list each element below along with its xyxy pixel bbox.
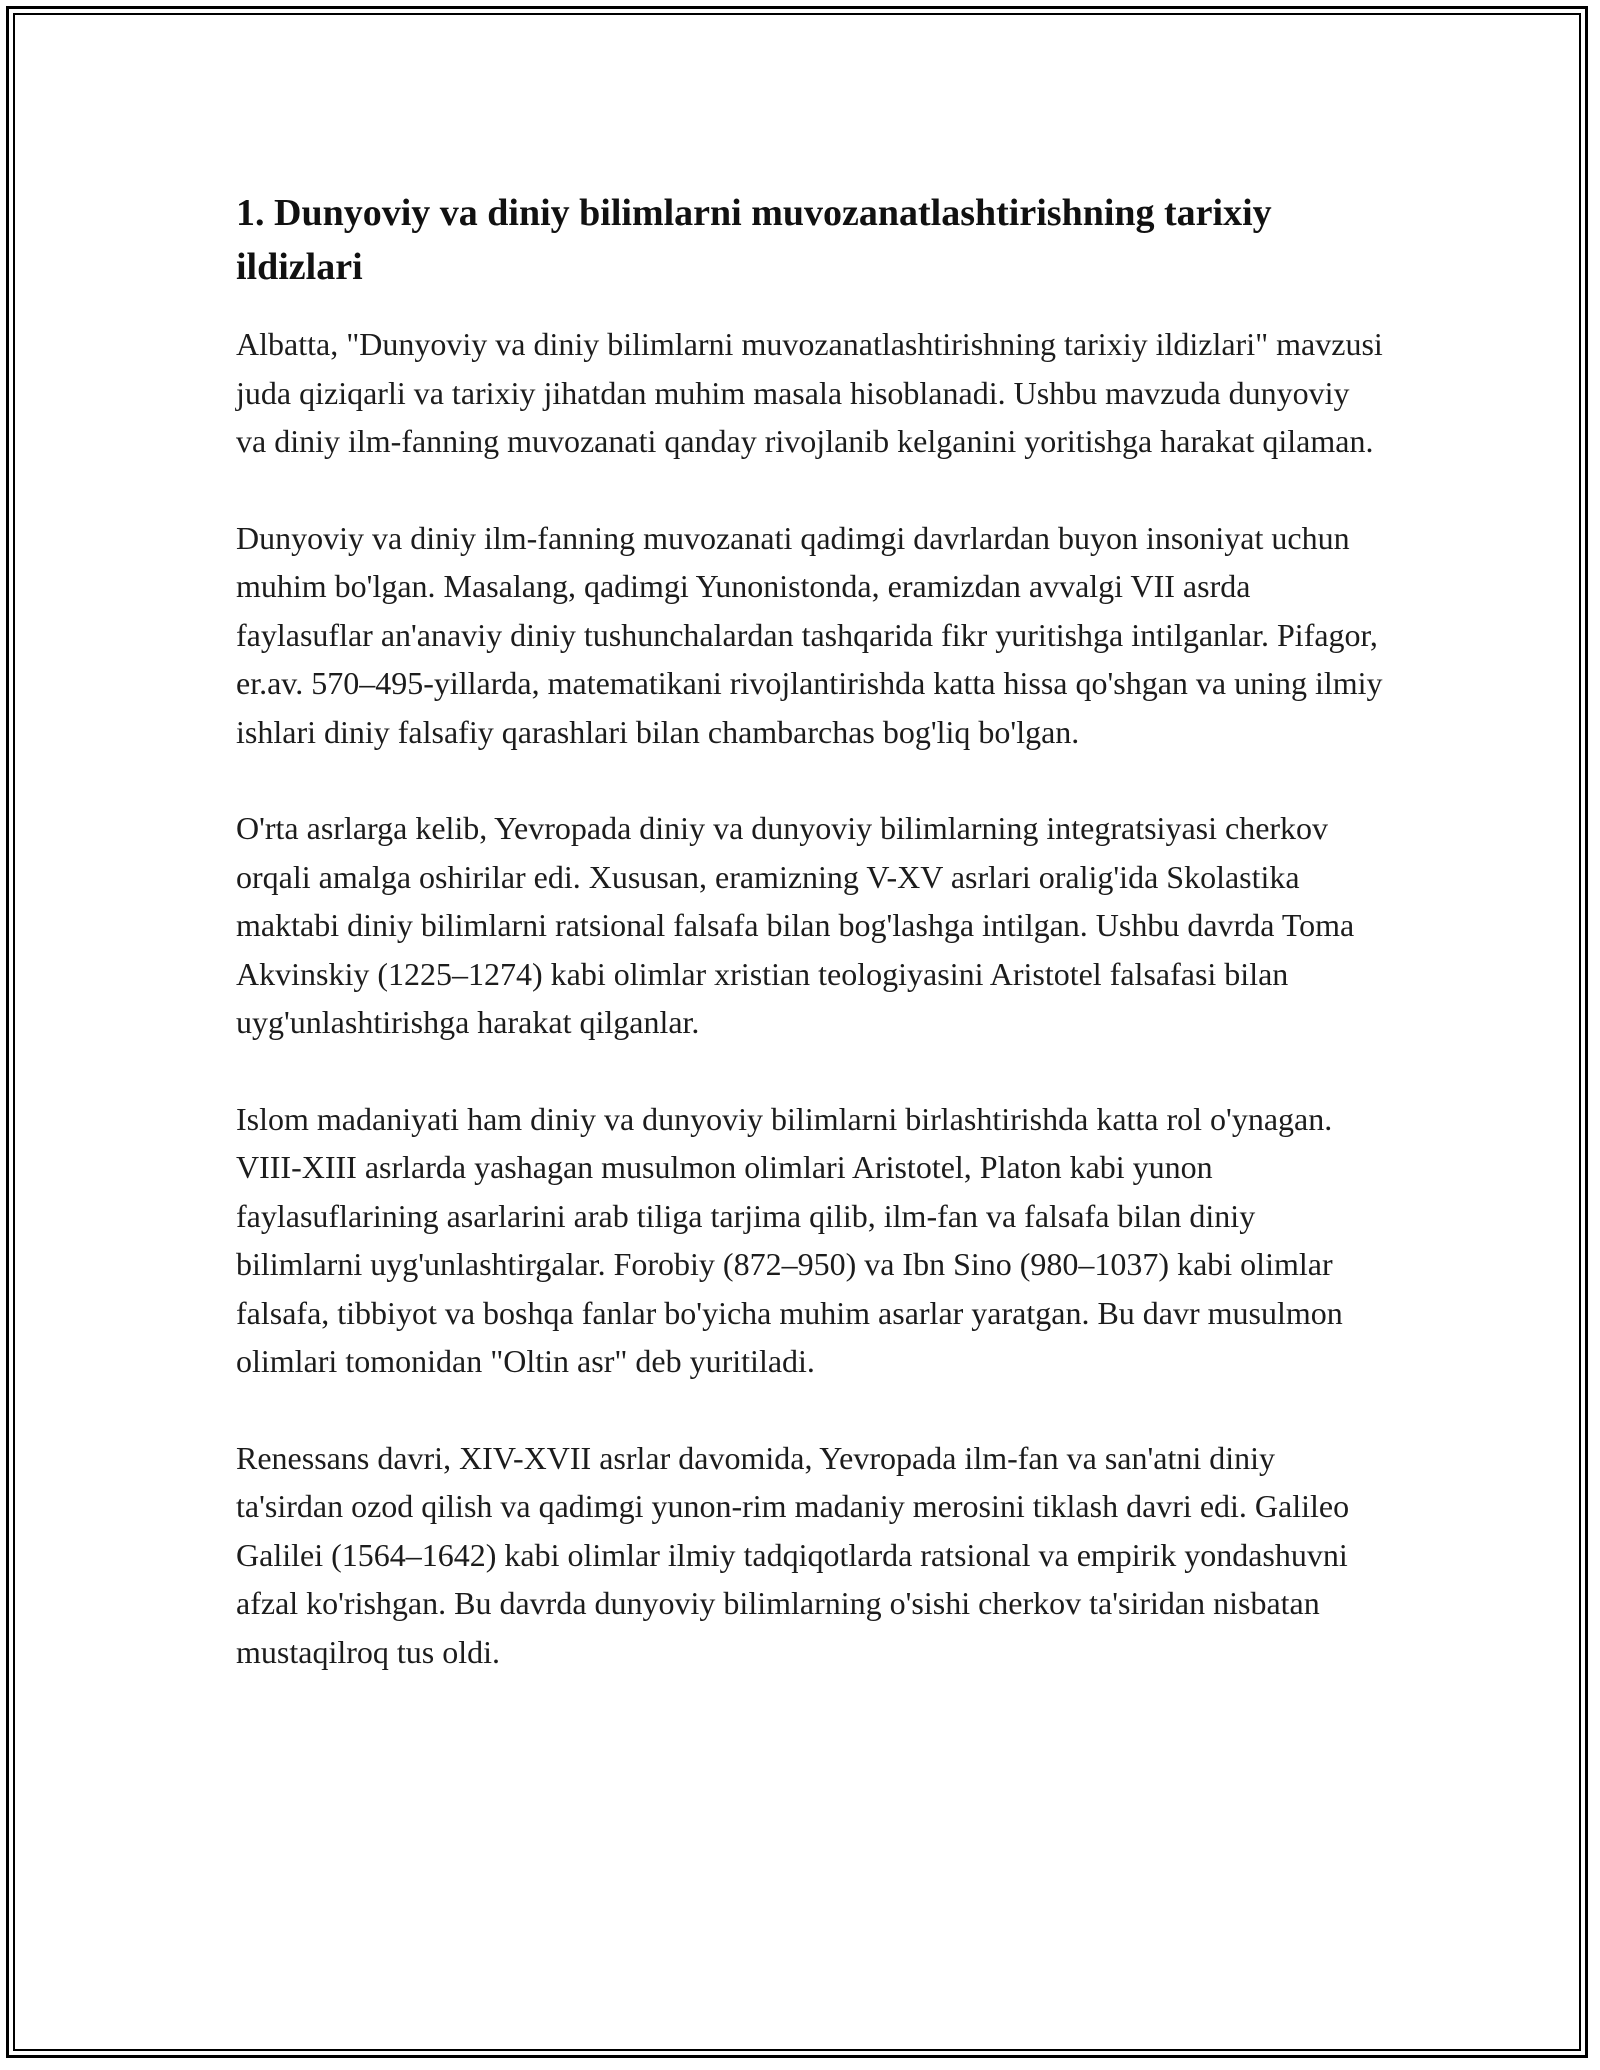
- paragraph-intro: Albatta, "Dunyoviy va diniy bilimlarni muvozanatlashtirishning tarixiy ildizlari" mavzusi juda qiziqarli va tarixiy jihatdan muhim masala hisoblanadi. Ushbu mavzuda dunyoviy va diniy ilm-fanning muvozanati qanday rivojlanib kelganini yoritishga harakat qilaman.: [236, 326, 1383, 459]
- paragraph-middle-ages: O'rta asrlarga kelib, Yevropada diniy va dunyoviy bilimlarning integratsiyasi cherkov orqali amalga oshirilar edi. Xususan, eramizning V-XV asrlari oralig'ida Skolastika maktabi diniy bilimlarni ratsional falsafa bilan bog'lashga intilgan. Ushbu davrda Toma Akvinskiy (1225–1274) kabi olimlar xristian teologiyasini Aristotel falsafasi bilan uyg'unlashtirishga harakat qilganlar.: [236, 810, 1355, 1040]
- paragraph-ancient-greece: Dunyoviy va diniy ilm-fanning muvozanati qadimgi davrlardan buyon insoniyat uchun muhim bo'lgan. Masalang, qadimgi Yunonistonda, eramizdan avvalgi VII asrda faylasuflar an'anaviy diniy tushunchalardan tashqarida fikr yuritishga intilganlar. Pifagor, er.av. 570–495-yillarda, matematikani rivojlantirishda katta hissa qo'shgan va uning ilmiy ishlari diniy falsafiy qarashlari bilan chambarchas bog'liq bo'lgan.: [236, 519, 1383, 750]
- section-title: 1. Dunyoviy va diniy bilimlarni muvozanatlashtirishning tarixiy ildizlari: [236, 192, 1272, 288]
- paragraph-renaissance: Renessans davri, XIV-XVII asrlar davomida, Yevropada ilm-fan va san'atni diniy ta'sirdan ozod qilish va qadimgi yunon-rim madaniy merosini tiklash davri edi. Galileo Galilei (1564–1642) kabi olimlar ilmiy tadqiqotlarda ratsional va empirik yondashuvni afzal ko'rishgan. Bu davrda dunyoviy bilimlarning o'sishi cherkov ta'siridan nisbatan mustaqilroq tus oldi.: [236, 1439, 1350, 1670]
- paragraph-islamic-culture: Islom madaniyati ham diniy va dunyoviy bilimlarni birlashtirishda katta rol o'ynagan. VIII-XIII asrlarda yashagan musulmon olimlari Aristotel, Platon kabi yunon faylasuflarining asarlarini arab tiliga tarjima qilib, ilm-fan va falsafa bilan diniy bilimlarni uyg'unlashtirgalar. Forobiy (872–950) va Ibn Sino (980–1037) kabi olimlar falsafa, tibbiyot va boshqa fanlar bo'yicha muhim asarlar yaratgan. Bu davr musulmon olimlari tomonidan "Oltin asr" deb yuritiladi.: [236, 1100, 1343, 1379]
- document-body: [236, 186, 1386, 1724]
